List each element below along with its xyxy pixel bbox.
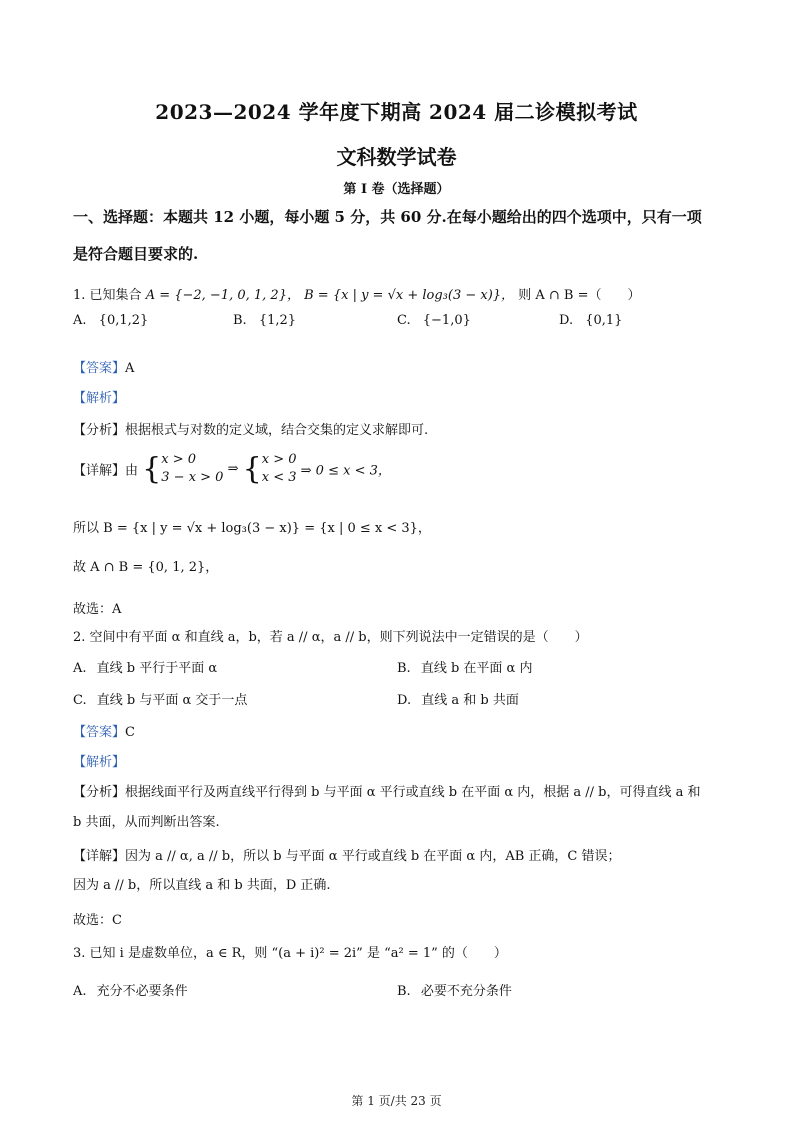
option-label: C. (397, 313, 411, 328)
q2-analysis-tag: 【解析】 (73, 755, 126, 770)
detail-tag: 【详解】 (73, 849, 126, 864)
option-text: 必要不充分条件 (420, 984, 512, 999)
option-label: B. (233, 313, 247, 328)
q3-option-b (397, 980, 512, 999)
part-heading: 第 I 卷（选择题） (343, 182, 450, 197)
q1-detail-line3: 故 A ∩ B = {0, 1, 2}， (73, 560, 219, 575)
left-brace: { (242, 451, 262, 487)
option-label: A. (73, 984, 87, 999)
system-1-line2: 3 − x > 0 (161, 470, 224, 485)
option-text: 直线 b 与平面 α 交于一点 (96, 693, 248, 708)
system-2-line2: x < 3 (261, 470, 297, 485)
option-text: 直线 b 平行于平面 α (96, 661, 218, 676)
option-text: 直线 b 在平面 α 内 (420, 661, 533, 676)
option-text: {−1,0} (422, 313, 471, 328)
q1-analysis-tag: 【解析】 (73, 391, 126, 406)
answer-tag: 【答案】 (73, 725, 126, 740)
fenxi-text: 根据线面平行及两直线平行得到 b 与平面 α 平行或直线 b 在平面 α 内，根据 a // b，可得直线 a 和 (125, 785, 701, 800)
q1-stem (73, 284, 640, 303)
system-2-line1: x > 0 (261, 452, 297, 467)
q2-option-c (73, 689, 247, 708)
option-label: A. (73, 661, 87, 676)
q1-set-b: B = {x | y = √x + log₃(3 − x)}， (304, 288, 515, 303)
q1-stem-prefix: 1. 已知集合 (73, 288, 142, 303)
option-label: B. (397, 661, 411, 676)
system-1-line1: x > 0 (161, 452, 197, 467)
q2-detail-line2: 因为 a // b，所以直线 a 和 b 共面，D 正确. (73, 878, 331, 893)
option-text: {1,2} (258, 313, 297, 328)
q1-answer (73, 357, 134, 376)
option-text: {0,1,2} (98, 313, 149, 328)
q2-answer (73, 721, 135, 740)
q1-set-a: A = {−2, −1, 0, 1, 2}， (145, 288, 300, 303)
option-label: D. (559, 313, 574, 328)
fenxi-text: 根据根式与对数的定义域，结合交集的定义求解即可. (125, 423, 429, 438)
q1-option-b (233, 313, 296, 328)
page-footer: 第 1 页/共 23 页 (351, 1094, 442, 1108)
q1-option-c (397, 313, 471, 328)
system-2 (262, 451, 297, 487)
section-instructions-line2: 是符合题目要求的. (73, 245, 199, 263)
detail-result: ⇒ 0 ≤ x < 3， (300, 463, 391, 479)
system-1 (161, 451, 223, 487)
q3-option-a (73, 980, 188, 999)
detail-prefix: 由 (125, 463, 139, 479)
option-text: {0,1} (585, 313, 623, 328)
q2-stem: 2. 空间中有平面 α 和直线 a，b，若 a // α，a // b，则下列说法中一定错误的是（ ） (73, 630, 588, 645)
section-instructions-line1: 一、选择题：本题共 12 小题，每小题 5 分，共 60 分.在每小题给出的四个选项中，只有一项 (73, 208, 702, 226)
detail-text: 因为 a // α, a // b，所以 b 与平面 α 平行或直线 b 在平面 α 内，AB 正确，C 错误； (125, 849, 621, 864)
q2-option-a (73, 657, 217, 676)
q2-fenxi-line1 (73, 781, 701, 800)
option-label: C. (73, 693, 87, 708)
exam-title: 2023—2024 学年度下期高 2024 届二诊模拟考试 (155, 100, 638, 124)
q1-option-d (559, 313, 622, 328)
q1-stem-suffix: 则 A ∩ B =（ ） (518, 288, 641, 303)
q1-option-a (73, 313, 148, 328)
q1-detail-line2: 所以 B = {x | y = √x + log₃(3 − x)} = {x | 0 ≤ x < 3}， (73, 521, 431, 536)
fenxi-tag: 【分析】 (73, 423, 126, 438)
option-text: 直线 a 和 b 共面 (421, 693, 519, 708)
q1-choose: 故选：A (73, 602, 122, 617)
q2-option-d (397, 689, 519, 708)
answer-value: A (125, 361, 135, 376)
option-text: 充分不必要条件 (96, 984, 188, 999)
option-label: B. (397, 984, 411, 999)
answer-value: C (125, 725, 135, 740)
exam-subtitle: 文科数学试卷 (336, 145, 457, 169)
option-label: A. (73, 313, 87, 328)
q3-stem: 3. 已知 i 是虚数单位，a ∈ R，则 “(a + i)² = 2i” 是 “a² = 1” 的（ ） (73, 946, 507, 961)
answer-tag: 【答案】 (73, 361, 126, 376)
fenxi-tag: 【分析】 (73, 785, 126, 800)
q2-fenxi-line2: b 共面，从而判断出答案. (73, 815, 220, 830)
q2-option-b (397, 657, 532, 676)
left-brace: { (142, 451, 162, 487)
q2-detail-line1 (73, 845, 620, 864)
implies-arrow: ⇒ (227, 461, 239, 477)
detail-tag: 【详解】 (73, 463, 126, 479)
q1-detail (73, 451, 391, 487)
option-label: D. (397, 693, 412, 708)
q2-choose: 故选：C (73, 913, 122, 928)
q1-fenxi (73, 419, 428, 438)
